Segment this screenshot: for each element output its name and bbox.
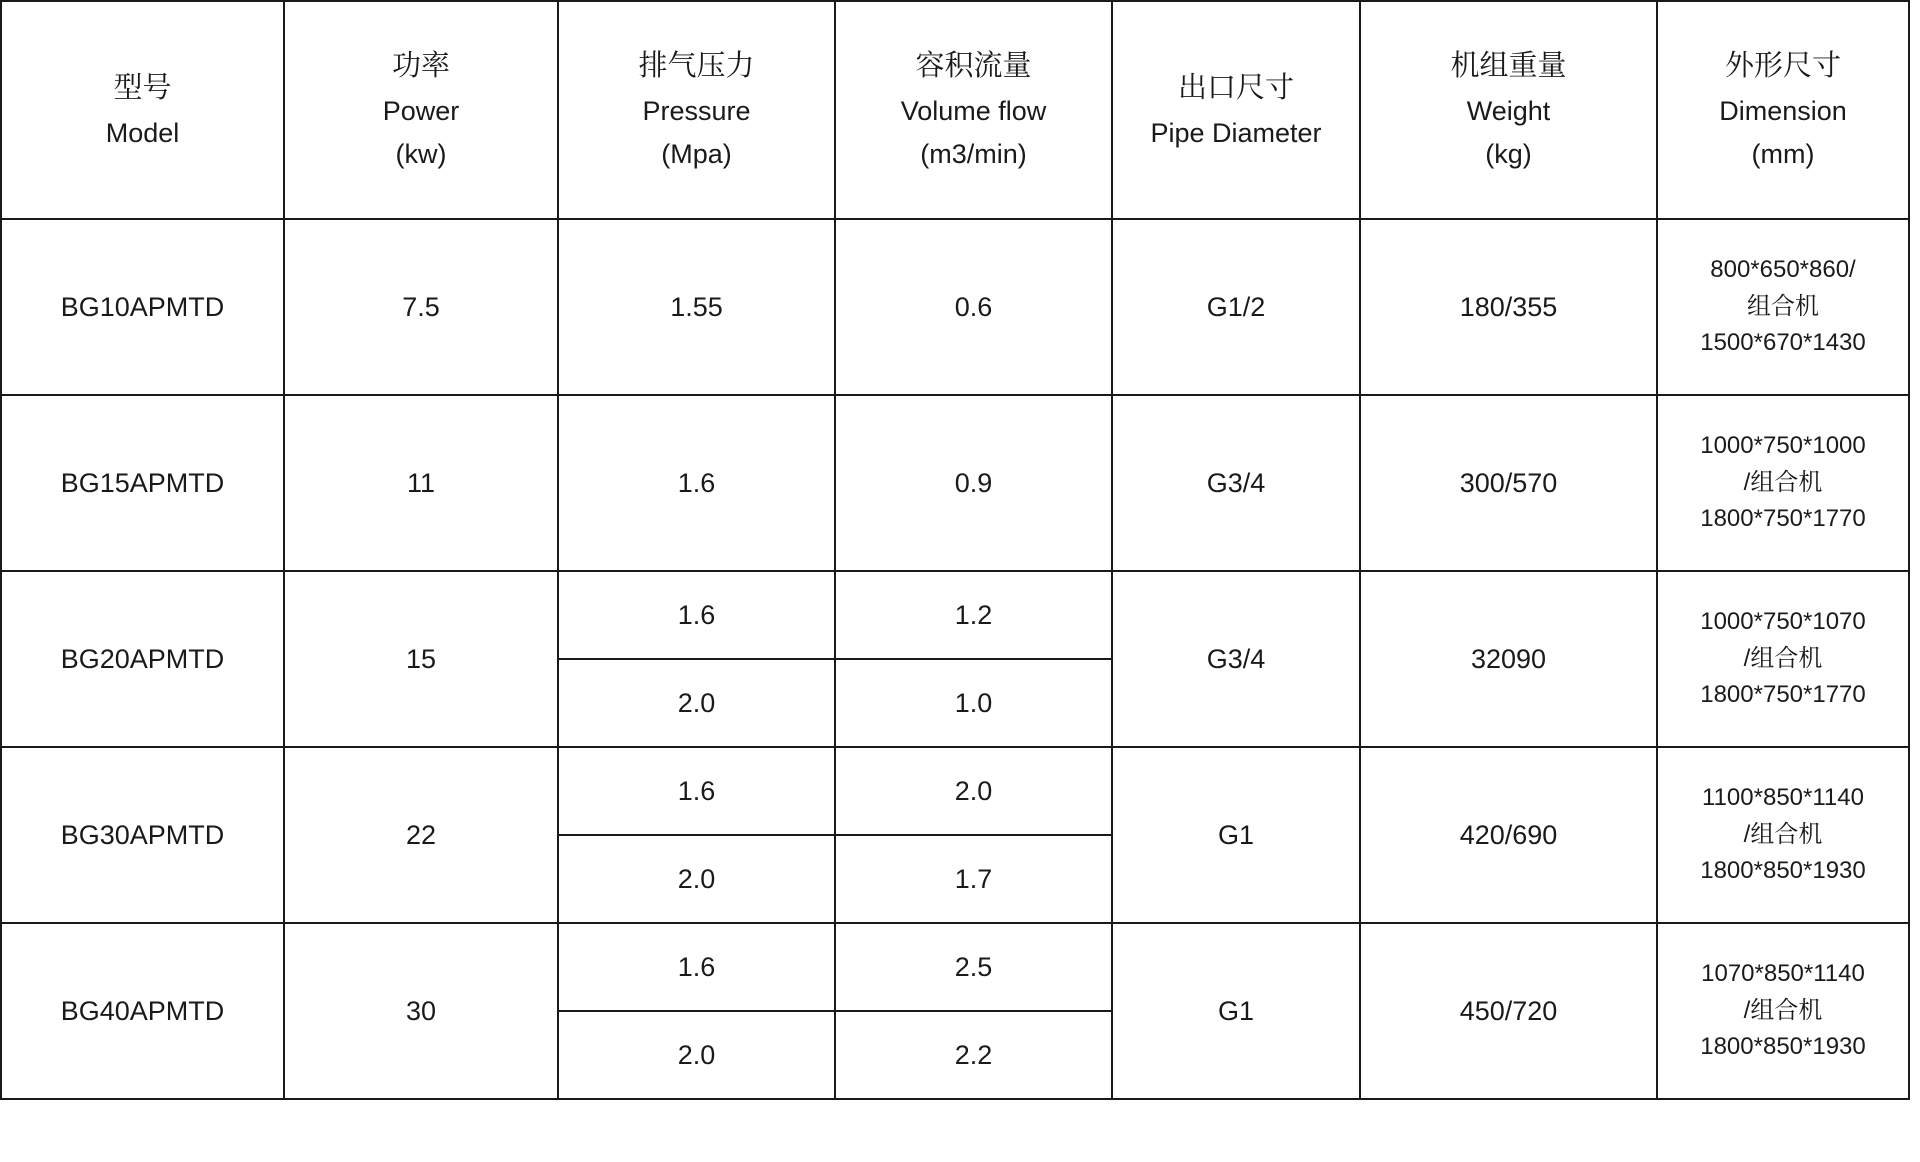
cell-volume-flow: 0.9 [835,395,1112,571]
table-header [1,1,1909,219]
cell-dimension [1657,923,1909,1099]
column-header-pressure-en: Pressure [642,95,751,126]
cell-power: 22 [284,747,558,923]
column-header-power-cn: 功率 [391,49,450,82]
cell-pressure: 2.0 [558,659,835,747]
cell-weight: 450/720 [1360,923,1657,1099]
cell-pressure: 2.0 [558,1011,835,1099]
column-header-pressure [558,1,835,219]
dimension-line: 1000*750*1000 [1700,432,1866,460]
dimension-line: /组合机 [1743,468,1823,496]
column-header-volume-flow-en: Volume flow [900,95,1047,126]
column-header-power [284,1,558,219]
cell-power: 30 [284,923,558,1099]
column-header-volume-flow-cn: 容积流量 [915,49,1032,82]
column-header-weight-cn: 机组重量 [1450,49,1567,82]
cell-weight: 300/570 [1360,395,1657,571]
cell-pipe-diameter: G3/4 [1112,395,1360,571]
column-header-pipe-diameter [1112,1,1360,219]
cell-power: 11 [284,395,558,571]
cell-volume-flow: 2.5 [835,923,1112,1011]
column-header-weight-en: Weight [1466,95,1551,126]
cell-dimension [1657,747,1909,923]
column-header-pipe-diameter-en: Pipe Diameter [1150,117,1322,148]
cell-volume-flow: 1.7 [835,835,1112,923]
table-row [1,747,1909,835]
cell-power: 7.5 [284,219,558,395]
dimension-line: 1800*750*1770 [1700,681,1866,709]
cell-dimension [1657,571,1909,747]
column-header-power-unit: (kw) [395,139,447,170]
column-header-dimension-unit: (mm) [1751,139,1815,170]
cell-volume-flow: 1.2 [835,571,1112,659]
dimension-line: 1500*670*1430 [1700,329,1866,357]
cell-weight: 420/690 [1360,747,1657,923]
column-header-pipe-diameter-cn: 出口尺寸 [1177,71,1294,104]
column-header-weight-unit: (kg) [1485,139,1532,170]
dimension-line: 1100*850*1140 [1702,784,1864,812]
cell-pressure: 1.6 [558,395,835,571]
column-header-dimension-cn: 外形尺寸 [1724,49,1841,82]
table-row [1,395,1909,571]
table-row [1,571,1909,659]
dimension-line: 800*650*860/ [1710,256,1856,284]
cell-volume-flow: 2.2 [835,1011,1112,1099]
column-header-model-cn: 型号 [113,71,172,104]
dimension-line: 1800*750*1770 [1700,505,1866,533]
dimension-line: 1800*850*1930 [1700,857,1866,885]
table-row [1,219,1909,395]
cell-model: BG15APMTD [1,395,284,571]
table-body [1,219,1909,1099]
cell-volume-flow: 2.0 [835,747,1112,835]
cell-pipe-diameter: G1 [1112,923,1360,1099]
column-header-weight [1360,1,1657,219]
cell-model: BG10APMTD [1,219,284,395]
cell-power: 15 [284,571,558,747]
dimension-line: 组合机 [1747,292,1819,320]
column-header-dimension [1657,1,1909,219]
cell-volume-flow: 1.0 [835,659,1112,747]
column-header-pressure-cn: 排气压力 [638,49,755,82]
dimension-line: /组合机 [1743,644,1823,672]
table-row [1,923,1909,1011]
column-header-volume-flow-unit: (m3/min) [920,139,1027,170]
cell-pressure: 1.6 [558,747,835,835]
cell-weight: 180/355 [1360,219,1657,395]
column-header-model-en: Model [105,117,180,148]
dimension-line: /组合机 [1743,820,1823,848]
column-header-dimension-en: Dimension [1719,95,1847,126]
cell-pipe-diameter: G1/2 [1112,219,1360,395]
cell-dimension [1657,395,1909,571]
dimension-line: /组合机 [1743,996,1823,1024]
cell-dimension [1657,219,1909,395]
cell-weight: 32090 [1360,571,1657,747]
cell-pressure: 1.55 [558,219,835,395]
cell-pipe-diameter: G1 [1112,747,1360,923]
cell-pressure: 2.0 [558,835,835,923]
cell-pressure: 1.6 [558,923,835,1011]
column-header-model [1,1,284,219]
dimension-line: 1000*750*1070 [1700,608,1866,636]
cell-model: BG30APMTD [1,747,284,923]
column-header-pressure-unit: (Mpa) [661,139,732,170]
column-header-power-en: Power [382,95,460,126]
dimension-line: 1800*850*1930 [1700,1033,1866,1061]
cell-pressure: 1.6 [558,571,835,659]
dimension-line: 1070*850*1140 [1701,960,1865,988]
header-row [1,1,1909,219]
cell-model: BG20APMTD [1,571,284,747]
cell-volume-flow: 0.6 [835,219,1112,395]
cell-model: BG40APMTD [1,923,284,1099]
cell-pipe-diameter: G3/4 [1112,571,1360,747]
column-header-volume-flow [835,1,1112,219]
